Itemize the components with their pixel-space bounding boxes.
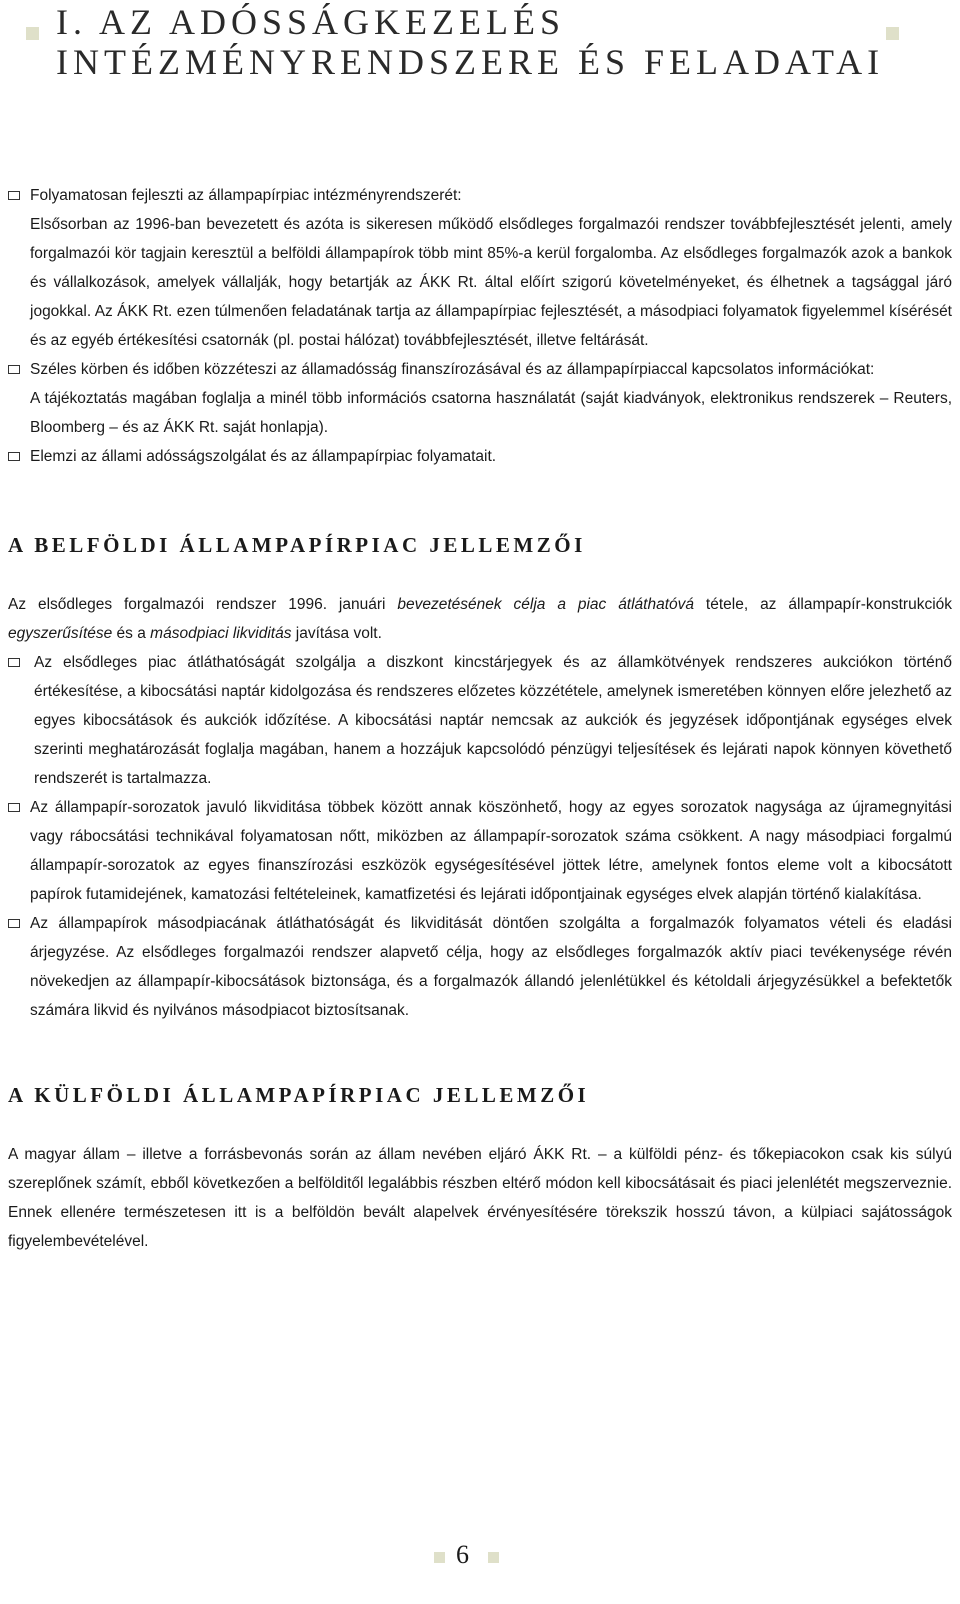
intro-text: Az elsődleges forgalmazói rendszer 1996. januári — [8, 596, 398, 613]
chapter-title — [56, 2, 916, 82]
intro-text: és a — [112, 625, 151, 642]
task-item — [8, 355, 952, 442]
intro-emphasis: másodpiaci likviditás — [150, 625, 292, 642]
tasks-list — [8, 181, 952, 471]
foreign-section — [8, 1140, 952, 1256]
task-lead: Folyamatosan fejleszti az állampapírpiac intézményrendszerét: — [30, 187, 462, 204]
task-text: A tájékoztatás magában foglalja a minél több információs csatorna használatát (saját kiadványok, elektronikus rendszerek – Reuters, Bloomberg – és az ÁKK Rt. saját honlapja). — [30, 390, 952, 436]
domestic-bullet: Az állampapír-sorozatok javuló likviditása többek között annak köszönhető, hogy az egyes sorozatok nagysága az újramegnyitási vagy rábocsátási technikával folyamatosan nőtt, miközben az állampapír-sorozatok száma csökkent. A nagy másodpiaci forgalmú állampapír-sorozatok az egyes finanszírozási eszközök egységesítésével jöttek létre, amelynek fontos eleme volt a kibocsátott papírok futamidejének, kamatozási feltételeinek, kamatfizetési és lejárati időpontjainak egységes elvek alapján történő kialakítása. — [8, 793, 952, 909]
intro-emphasis: bevezetésének célja a piac átláthatóvá — [397, 596, 695, 613]
intro-text: tétele, az állampapír-konstrukciók — [694, 596, 953, 613]
intro-text: javítása volt. — [291, 625, 382, 642]
chapter-title-line1: I. AZ ADÓSSÁGKEZELÉS — [56, 2, 566, 42]
intro-emphasis: egyszerűsítése — [8, 625, 113, 642]
domestic-bullet: Az állampapírok másodpiacának átláthatóságát és likviditását döntően szolgálta a forgalmazók folyamatos vételi és eladási árjegyzése. Az elsődleges forgalmazói rendszer alapvető célja, hogy az elsődleges forgalmazók aktív piaci tevékenysége révén növekedjen az állampapír-kibocsátások biztonsága, és a forgalmazók állandó jelenlétükkel és kétoldali árjegyzésükkel a befektetők számára likvid és nyilvános másodpiacot biztosítsanak. — [8, 909, 952, 1025]
domestic-bullet: Az elsődleges piac átláthatóságát szolgálja a diszkont kincstárjegyek és az államkötvények rendszeres aukciókon történő értékesítése, a kibocsátási naptár kidolgozása és rendszeres előzetes közzététele, amelynek ismeretében könnyen előre jelezhető az egyes kibocsátások és aukciók időzítése. A kibocsátási naptár nemcsak az aukciók és jegyzések időpontjának egységes elvek szerinti meghatározását foglalja magában, hanem a hozzájuk kapcsolódó pénzügyi teljesítések és lejárati napok könnyen követhető rendszerét is tartalmazza. — [8, 648, 952, 793]
section-heading-domestic: A BELFÖLDI ÁLLAMPAPÍRPIAC JELLEMZŐI — [8, 533, 586, 557]
task-item — [8, 181, 952, 355]
footer-ornament-right — [488, 1552, 499, 1563]
section-heading-foreign: A KÜLFÖLDI ÁLLAMPAPÍRPIAC JELLEMZŐI — [8, 1083, 590, 1107]
foreign-text: A magyar állam – illetve a forrásbevonás során az állam nevében eljáró ÁKK Rt. – a külföldi pénz- és tőkepiacokon csak kis súlyú szereplőnek számít, ebből következően a belfölditől legalábbis részben eltérő módon kell kibocsátásait és piaci jelenlétét megszerveznie. Ennek ellenére természetesen itt is a belföldön bevált alapelvek érvényesítésére törekszik hosszú távon, a külpiaci sajátosságok figyelembevételével. — [8, 1146, 952, 1250]
task-item — [8, 442, 952, 471]
chapter-title-line2: INTÉZMÉNYRENDSZERE ÉS FELADATAI — [56, 42, 885, 82]
footer-ornament-left — [434, 1552, 445, 1563]
page-number: 6 — [456, 1540, 469, 1569]
task-text: Elsősorban az 1996-ban bevezetett és azóta is sikeresen működő elsődleges forgalmazói rendszer továbbfejlesztését jelenti, amely forgalmazói kör tagjain keresztül a belföldi állampapírok több mint 85%-a kerül forgalomba. Az elsődleges forgalmazók azok a bankok és vállalkozások, amelyek vállalják, hogy betartják az ÁKK Rt. által előírt szigorú követelményeket, és élhetnek a tagsággal járó jogokkal. Az ÁKK Rt. ezen túlmenően feladatának tartja az állampapírpiac fejlesztését, a másodpiaci folyamatok figyelemmel kísérését és az egyéb értékesítési csatornák (pl. postai hálózat) továbbfejlesztését, illetve feltárását. — [30, 216, 952, 349]
ornament-square-left — [26, 27, 39, 40]
domestic-section — [8, 590, 952, 1025]
domestic-intro — [8, 590, 952, 648]
task-lead: Elemzi az állami adósságszolgálat és az állampapírpiac folyamatait. — [30, 448, 497, 465]
task-lead: Széles körben és időben közzéteszi az államadósság finanszírozásával és az állampapírpiaccal kapcsolatos információkat: — [30, 361, 875, 378]
